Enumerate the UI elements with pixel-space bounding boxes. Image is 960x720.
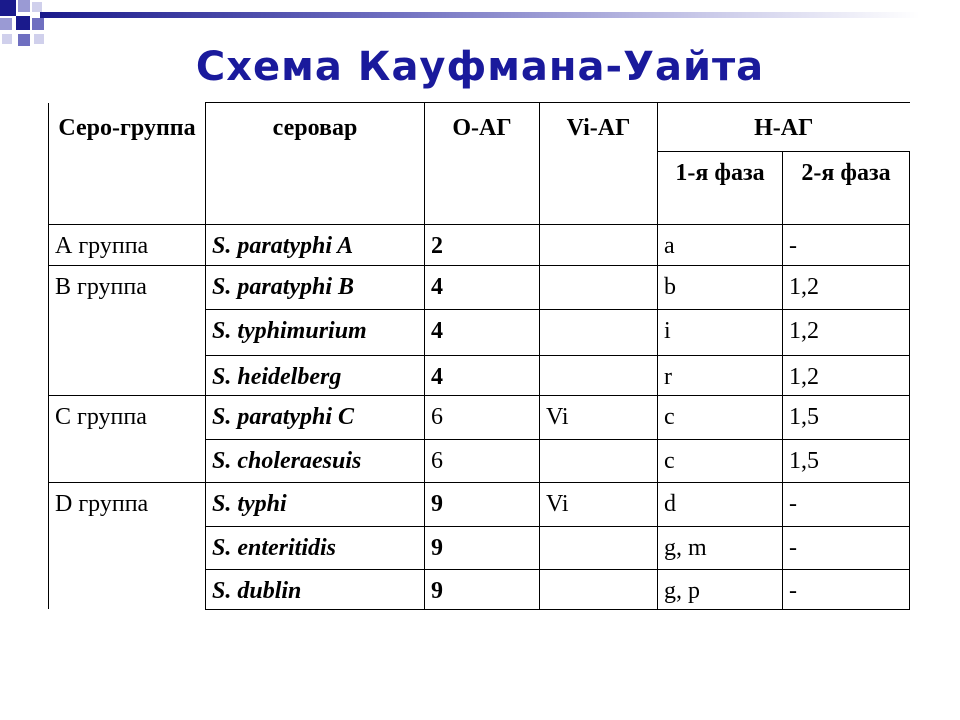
header-vi-ag: Vi-АГ	[540, 103, 658, 225]
cell-h-phase2: -	[783, 483, 910, 527]
cell-o-ag: 9	[425, 569, 540, 609]
cell-o-ag: 6	[425, 439, 540, 483]
header-serogroup: Серо-группа	[49, 103, 206, 225]
cell-h-phase2: -	[783, 569, 910, 609]
cell-h-phase1: a	[658, 225, 783, 266]
cell-vi-ag: Vi	[540, 396, 658, 440]
cell-vi-ag	[540, 266, 658, 310]
table-header-row	[49, 103, 910, 152]
table-row	[49, 309, 910, 355]
cell-h-phase2: 1,2	[783, 266, 910, 310]
table-row	[49, 526, 910, 569]
cell-o-ag: 4	[425, 309, 540, 355]
cell-serovar: S. typhimurium	[206, 309, 425, 355]
cell-h-phase1: g, p	[658, 569, 783, 609]
table-row	[49, 396, 910, 440]
cell-vi-ag	[540, 439, 658, 483]
header-phase1: 1-я фаза	[658, 152, 783, 225]
table-row	[49, 266, 910, 310]
header-serovar: серовар	[206, 103, 425, 225]
cell-o-ag: 6	[425, 396, 540, 440]
cell-serogroup	[49, 569, 206, 609]
cell-vi-ag: Vi	[540, 483, 658, 527]
cell-o-ag: 4	[425, 355, 540, 396]
kauffmann-white-table	[48, 102, 910, 610]
cell-h-phase2: 1,2	[783, 309, 910, 355]
cell-serogroup: С группа	[49, 396, 206, 440]
cell-serovar: S. paratyphi B	[206, 266, 425, 310]
table-body	[49, 225, 910, 610]
cell-serovar: S. typhi	[206, 483, 425, 527]
cell-serogroup	[49, 309, 206, 355]
cell-h-phase2: 1,5	[783, 439, 910, 483]
cell-h-phase2: -	[783, 225, 910, 266]
cell-serovar: S. choleraesuis	[206, 439, 425, 483]
cell-serogroup: D группа	[49, 483, 206, 527]
cell-serogroup: А группа	[49, 225, 206, 266]
top-gradient-bar	[40, 12, 920, 18]
cell-h-phase1: i	[658, 309, 783, 355]
cell-serogroup	[49, 526, 206, 569]
cell-vi-ag	[540, 225, 658, 266]
cell-vi-ag	[540, 526, 658, 569]
cell-o-ag: 9	[425, 483, 540, 527]
cell-o-ag: 9	[425, 526, 540, 569]
cell-h-phase1: d	[658, 483, 783, 527]
header-phase2: 2-я фаза	[783, 152, 910, 225]
cell-serovar: S. heidelberg	[206, 355, 425, 396]
table-row	[49, 439, 910, 483]
cell-serovar: S. dublin	[206, 569, 425, 609]
cell-h-phase1: b	[658, 266, 783, 310]
cell-serogroup	[49, 439, 206, 483]
header-o-ag: О-АГ	[425, 103, 540, 225]
cell-h-phase1: c	[658, 396, 783, 440]
cell-serovar: S. paratyphi A	[206, 225, 425, 266]
cell-h-phase2: 1,2	[783, 355, 910, 396]
table-row	[49, 225, 910, 266]
cell-vi-ag	[540, 569, 658, 609]
cell-h-phase1: g, m	[658, 526, 783, 569]
cell-o-ag: 2	[425, 225, 540, 266]
cell-serovar: S. enteritidis	[206, 526, 425, 569]
cell-serogroup	[49, 355, 206, 396]
cell-serovar: S. paratyphi C	[206, 396, 425, 440]
cell-o-ag: 4	[425, 266, 540, 310]
cell-h-phase1: r	[658, 355, 783, 396]
cell-vi-ag	[540, 355, 658, 396]
table-row	[49, 355, 910, 396]
cell-h-phase2: -	[783, 526, 910, 569]
cell-vi-ag	[540, 309, 658, 355]
header-h-ag: Н-АГ	[658, 103, 910, 152]
table-row	[49, 483, 910, 527]
cell-h-phase1: c	[658, 439, 783, 483]
page-title: Схема Кауфмана-Уайта	[195, 44, 765, 90]
table-row	[49, 569, 910, 609]
cell-h-phase2: 1,5	[783, 396, 910, 440]
cell-serogroup: В группа	[49, 266, 206, 310]
